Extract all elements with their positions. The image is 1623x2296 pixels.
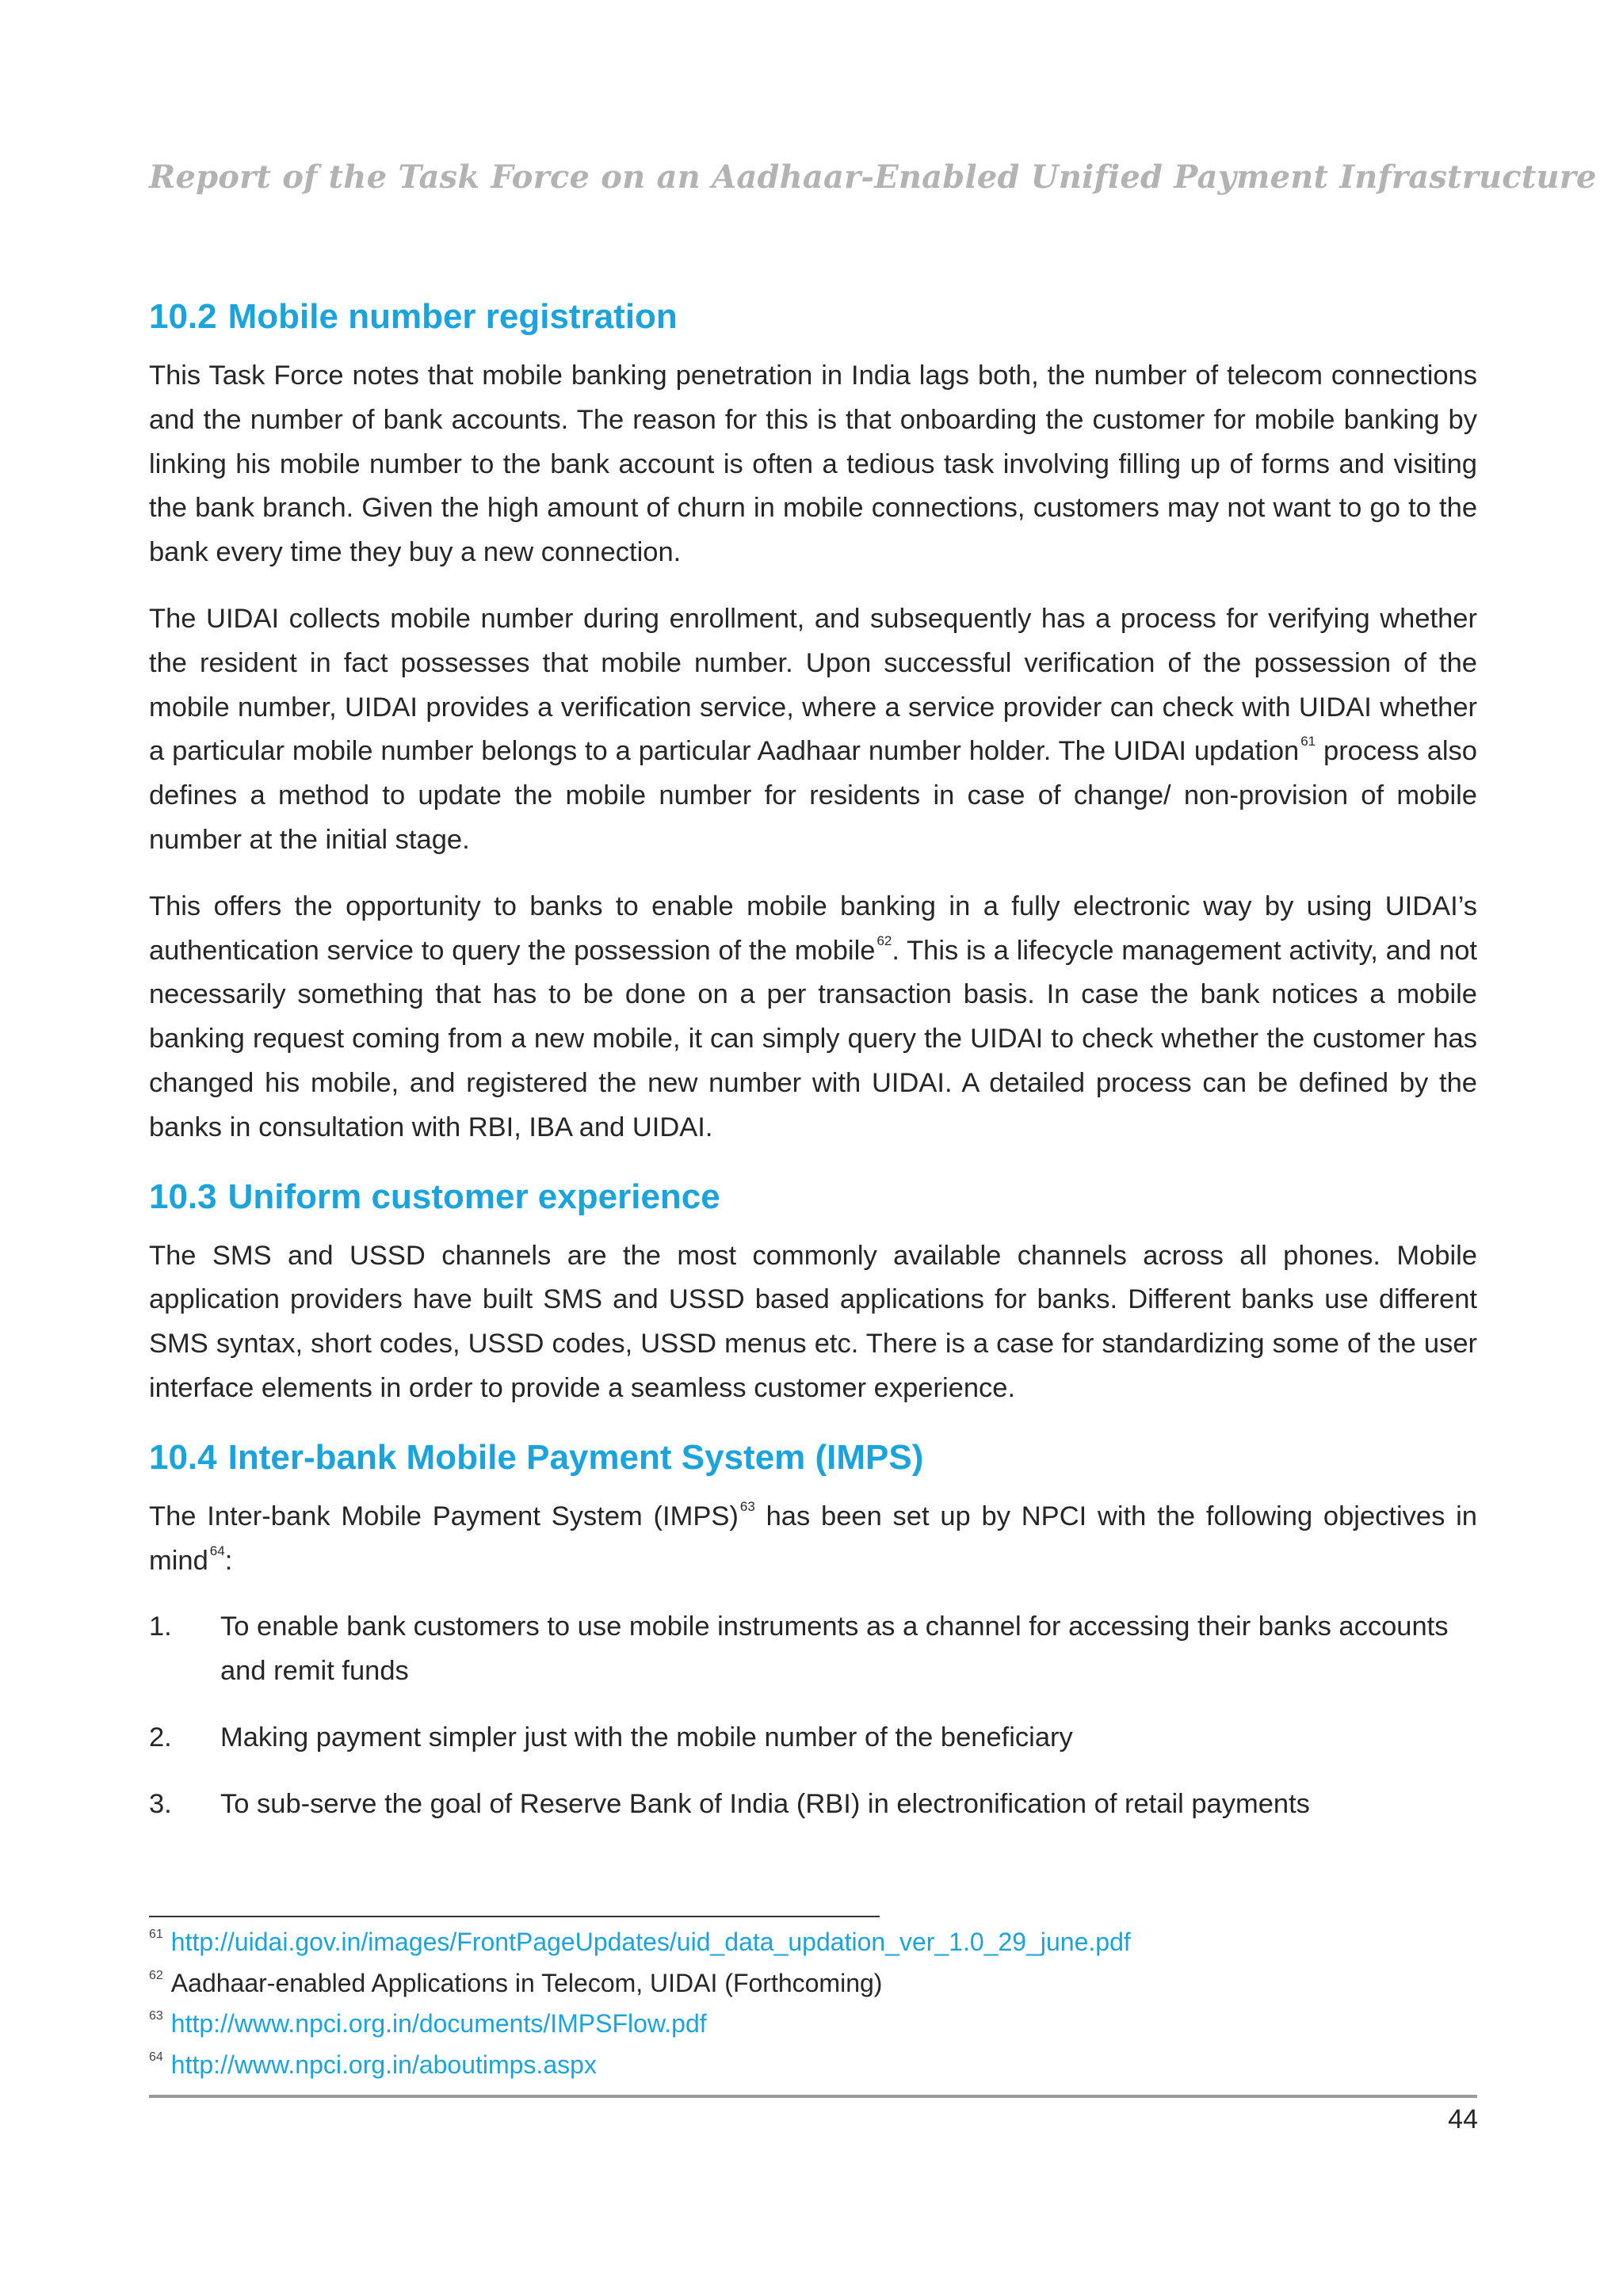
list-item — [149, 1716, 1477, 1760]
section-number: 10.4 — [149, 1437, 217, 1477]
paragraph-text: This offers the opportunity to banks to enable mobile banking in a fully electronic way by using UIDAI’s authentication service to query the possession of the mobile — [149, 891, 1477, 966]
footnote-link[interactable]: http://www.npci.org.in/aboutimps.aspx — [170, 2050, 597, 2079]
list-item-text: To sub-serve the goal of Reserve Bank of India (RBI) in electronification of retail payments — [220, 1788, 1310, 1819]
list-marker: 2. — [149, 1722, 172, 1753]
footnote-ref[interactable]: 63 — [739, 1498, 755, 1514]
paragraph: The SMS and USSD channels are the most commonly available channels across all phones. Mobile application providers have built SMS and USSD based applications for banks. Different banks use different SMS syntax, short codes, USSD codes, USSD menus etc. There is a case for standardizing some of the user interface elements in order to provide a seamless customer experience. — [149, 1240, 1477, 1403]
footnote-63 — [149, 2004, 1338, 2045]
footnote-64 — [149, 2045, 1338, 2086]
paragraph — [149, 885, 1477, 1150]
footnote-divider — [149, 1916, 880, 1917]
section-number: 10.2 — [149, 297, 217, 336]
footnote-link[interactable]: http://www.npci.org.in/documents/IMPSFlow.pdf — [170, 2009, 707, 2038]
footnote-ref[interactable]: 62 — [876, 933, 892, 948]
paragraph-text: : — [224, 1545, 233, 1576]
footnote-number: 61 — [149, 1928, 163, 1941]
page-number: 44 — [1448, 2104, 1478, 2134]
section-number: 10.3 — [149, 1177, 217, 1216]
paragraph-text: process also defines a method to update the mobile number for residents in case of change/ non-provision of mobile number at the initial stage. — [149, 736, 1477, 855]
paragraph-text: . This is a lifecycle management activity, and not necessarily something that has to be done on a per transaction basis. In case the bank notices a mobile banking request coming from a new mobile, it can simply query the UIDAI to check whether the customer has changed his mobile, and registered the new number with UIDAI. A detailed process can be defined by the banks in consultation with RBI, IBA and UIDAI. — [149, 935, 1477, 1142]
footnote-number: 63 — [149, 2009, 163, 2023]
section-title: Mobile number registration — [227, 297, 678, 336]
paragraph — [149, 597, 1477, 863]
list-item — [149, 1605, 1477, 1694]
footnote-link[interactable]: http://uidai.gov.in/images/FrontPageUpdates/uid_data_updation_ver_1.0_29_june.pdf — [170, 1928, 1131, 1956]
list-marker: 1. — [149, 1611, 172, 1642]
section-heading-10-3 — [149, 1169, 1477, 1225]
footnote-number: 64 — [149, 2050, 163, 2064]
paragraph: This Task Force notes that mobile banking penetration in India lags both, the number of telecom connections and the number of bank accounts. The reason for this is that onboarding the customer for mobile banking by linking his mobile number to the bank account is often a tedious task involving filling up of forms and visiting the bank branch. Given the high amount of churn in mobile connections, customers may not want to go to the bank every time they buy a new connection. — [149, 360, 1477, 568]
footnote-ref[interactable]: 61 — [1300, 734, 1316, 749]
objectives-list — [149, 1605, 1477, 1826]
footnote-number: 62 — [149, 1968, 163, 1982]
section-title: Uniform customer experience — [227, 1177, 720, 1216]
section-heading-10-4 — [149, 1430, 1477, 1486]
paragraph-text: The Inter-bank Mobile Payment System (IMPS) — [149, 1501, 739, 1531]
paragraph-text: has been set up by NPCI with the following objectives in mind — [149, 1501, 1477, 1576]
footnote-62 — [149, 1963, 1338, 2004]
footer-divider — [149, 2095, 1477, 2098]
list-item — [149, 1783, 1477, 1827]
section-heading-10-2 — [149, 289, 1477, 345]
list-item-text: To enable bank customers to use mobile instruments as a channel for accessing their banks accounts and remit funds — [220, 1611, 1449, 1687]
list-item-text: Making payment simpler just with the mobile number of the beneficiary — [220, 1722, 1073, 1753]
footnote-61 — [149, 1922, 1338, 1963]
footnote-ref[interactable]: 64 — [209, 1543, 225, 1558]
list-marker: 3. — [149, 1788, 172, 1819]
paragraph — [149, 1495, 1477, 1584]
paragraph-text: The UIDAI collects mobile number during enrollment, and subsequently has a process for verifying whether the resident in fact possesses that mobile number. Upon successful verification of the possession of the mobile number, UIDAI provides a verification service, where a service provider can check with UIDAI whether a particular mobile number belongs to a particular Aadhaar number holder. The UIDAI updation — [149, 603, 1477, 767]
section-title: Inter-bank Mobile Payment System (IMPS) — [227, 1437, 924, 1477]
page-content — [149, 289, 1477, 1827]
footnote-text: Aadhaar-enabled Applications in Telecom, UIDAI (Forthcoming) — [170, 1968, 883, 1997]
footnotes — [149, 1922, 1338, 2085]
running-header: Report of the Task Force on an Aadhaar-Enabled Unified Payment Infrastructure — [149, 158, 1597, 196]
